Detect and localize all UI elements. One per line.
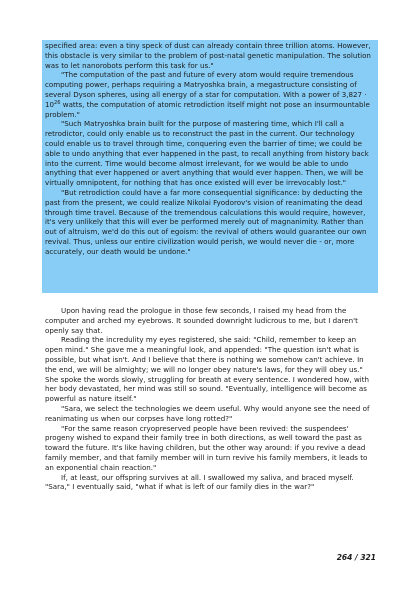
paragraph: Reading the incredulity my eyes registered, she said: "Child, remember to keep an open mind." She gave me a meaningful look, and appended: "The question isn't what is possible, but what isn't. And I believe that there is nothing we somehow can't achieve. In the end, we will be almighty; we will no longer obey nature's laws, for they will obey us." She spoke the words slowly, struggling for breath at every sentence. I wondered how, with her body devastated, her mind was still so sound. "Eventually, intelligence will become as powerful as nature itself." <box>45 335 369 404</box>
paragraph: "For the same reason cryopreserved people have been revived: the suspendees' progeny wished to expand their family tree in both directions, as well toward the past as toward the future. It's like having children, but the other way around: if you revive a dead family member, and that family member will in turn revive his family members, it leads to an exponential chain reaction." <box>45 423 368 472</box>
paragraph: Upon having read the prologue in those few seconds, I raised my head from the computer and arched my eyebrows. It sounded downright ludicrous to me, but I daren't openly say that. <box>45 306 358 335</box>
exponent: 26 <box>54 99 61 106</box>
power-sentence: With a power of $3,827 \cdot 10^{26}$ watts, the computation of atomic retrodiction itself might not pose an insurmountable problem." <box>45 89 370 119</box>
paragraph: If, at least, our offspring survives at all. I swallowed my saliva, and braced myself. "Sara," I eventually said, "what if what is left of our family dies in the war?" <box>45 472 354 492</box>
paragraph: "Such Matryoshka brain built for the purpose of mastering time, which I'll call a retrodictor, could only enable us to reconstruct the past in the current. Our technology could enable us to travel through time, conquering even the barrier of time; we could be able to undo anything that ever happened in the past, to recall anything from history back into the current. Time would become almost irrelevant, for we would be able to undo anything that ever happened or avert anything that would ever happen. Then, we will be virtually omnipotent, for nothing that has once existed will ever be irrevocably lost." <box>45 119 369 188</box>
paragraph: "But retrodiction could have a far more consequential significance: by deducting the past from the present, we could realize Nikolai Fyodorov's vision of reanimating the dead through time travel. Because of the tremendous calculations this would require, however, it's very unlikely that this will ever be performed merely out of magnanimity. Rather than out of altruism, we'd do this out of egoism: the revival of others would guarantee our own revival. Thus, unless our entire civilization would perish, we would never die - or, more accurately, our death would be undone." <box>45 187 367 256</box>
highlighted-passage <box>45 41 376 257</box>
page-number: 264 / 321 <box>336 553 376 562</box>
paragraph: specified area: even a tiny speck of dust can already contain three trillion atoms. However, this obstacle is very similar to the problem of post-natal genetic manipulation. The solution was to let nanorobots perform this task for us." <box>45 41 371 70</box>
paragraph: "The computation of the past and future of every atom would require tremendous computing power, perhaps requiring a Matryoshka brain, a megastructure consisting of several Dyson spheres, using all energy of a star for computation. With a power of $3,827 \cdot 10^{26}$ watts, the computation of atomic retrodiction itself might not pose an insurmountable problem." <box>45 70 370 119</box>
paragraph: "Sara, we select the technologies we deem useful. Why would anyone see the need of reanimating us when our corpses have long rotted?" <box>45 403 370 423</box>
body-text <box>45 306 376 492</box>
